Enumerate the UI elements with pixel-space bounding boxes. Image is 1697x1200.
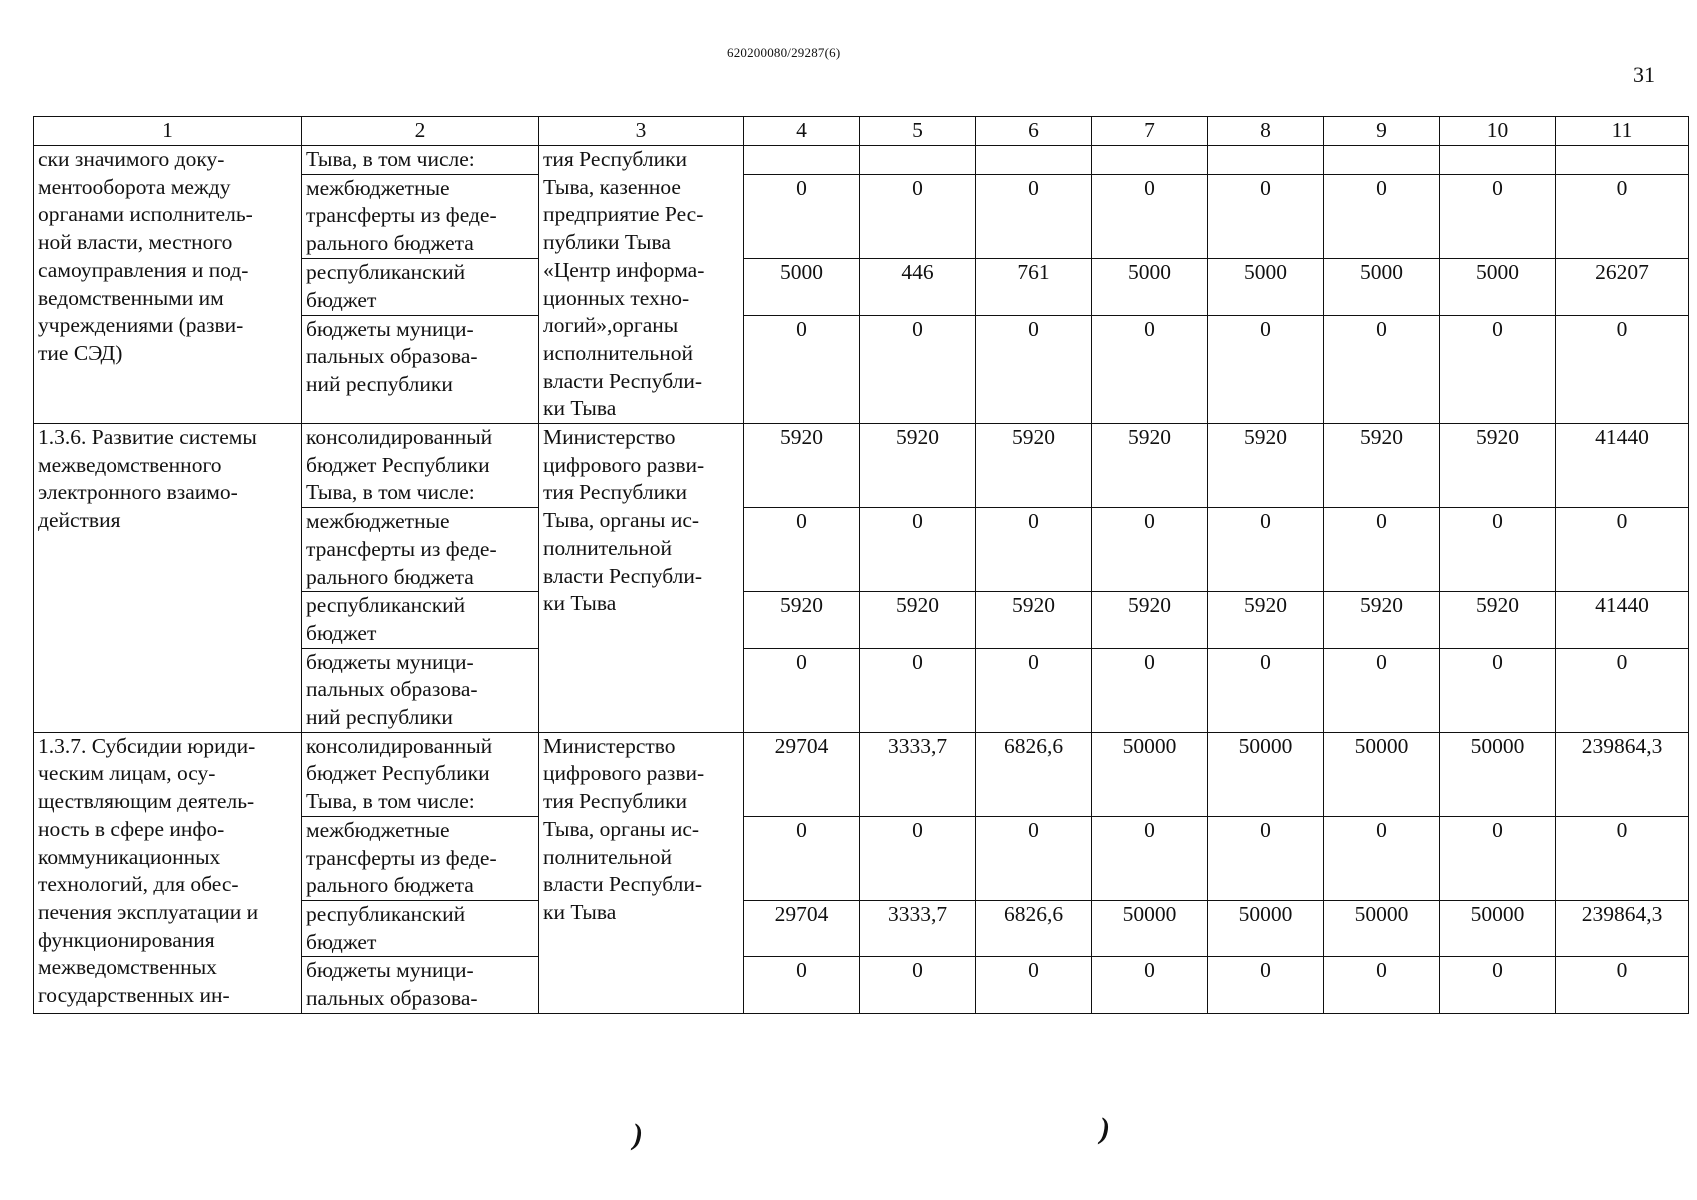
value-cell-col-4: 0 (744, 648, 860, 732)
text-line: цифрового разви- (543, 452, 705, 477)
value-cell-col-11: 0 (1556, 816, 1689, 900)
value-cell-col-4: 5000 (744, 259, 860, 316)
value-cell-col-8: 5920 (1208, 424, 1324, 508)
text-line: ментооборота между (38, 174, 231, 199)
value-cell-col-8: 0 (1208, 508, 1324, 592)
text-line: Министерство (543, 425, 676, 450)
value-cell-col-5: 0 (860, 508, 976, 592)
text-line: ционных техно- (543, 285, 690, 310)
value-cell-col-7: 0 (1092, 957, 1208, 1013)
funding-source-cell (302, 816, 539, 900)
funding-source-cell (302, 174, 539, 258)
text-line: межведомственных (38, 955, 217, 980)
value-cell-col-8: 5920 (1208, 592, 1324, 648)
text-line: электронного взаимо- (38, 480, 238, 505)
value-cell-col-10 (1440, 146, 1556, 175)
value-cell-col-6: 0 (976, 174, 1092, 258)
value-cell-col-11 (1556, 146, 1689, 175)
table-row (34, 146, 1689, 175)
text-line: функционирования (38, 927, 215, 952)
text-line: Тыва, казенное (543, 174, 681, 199)
value-cell-col-5 (860, 146, 976, 175)
column-header-11: 11 (1556, 117, 1689, 146)
value-cell-col-4: 0 (744, 816, 860, 900)
value-cell-col-6: 761 (976, 259, 1092, 316)
column-header-9: 9 (1324, 117, 1440, 146)
funding-source-cell (302, 424, 539, 508)
value-cell-col-10: 0 (1440, 648, 1556, 732)
value-cell-col-6: 0 (976, 315, 1092, 423)
value-cell-col-9: 5000 (1324, 259, 1440, 316)
table-row (34, 732, 1689, 816)
funding-source-cell (302, 315, 539, 423)
value-cell-col-7: 0 (1092, 816, 1208, 900)
value-cell-col-9: 0 (1324, 957, 1440, 1013)
funding-source-cell (302, 259, 539, 316)
text-line: трансферты из феде- (306, 203, 497, 228)
value-cell-col-8: 50000 (1208, 900, 1324, 956)
text-line: рального бюджета (306, 873, 474, 898)
value-cell-col-5: 0 (860, 315, 976, 423)
text-line: ческим лицам, осу- (38, 761, 216, 786)
value-cell-col-4: 0 (744, 174, 860, 258)
value-cell-col-7: 0 (1092, 315, 1208, 423)
value-cell-col-9: 50000 (1324, 732, 1440, 816)
value-cell-col-10: 5920 (1440, 424, 1556, 508)
value-cell-col-5: 446 (860, 259, 976, 316)
text-line: республиканский (306, 901, 466, 926)
value-cell-col-8: 5000 (1208, 259, 1324, 316)
text-line: бюджет (306, 929, 377, 954)
text-line: бюджет Республики (306, 452, 490, 477)
text-line: органами исполнитель- (38, 202, 253, 227)
value-cell-col-6: 0 (976, 648, 1092, 732)
value-cell-col-11: 0 (1556, 315, 1689, 423)
funding-source-cell (302, 146, 539, 175)
value-cell-col-9: 0 (1324, 816, 1440, 900)
text-line: пальных образова- (306, 677, 478, 702)
text-line: бюджет (306, 287, 377, 312)
value-cell-col-8: 50000 (1208, 732, 1324, 816)
value-cell-col-4 (744, 146, 860, 175)
value-cell-col-11: 239864,3 (1556, 732, 1689, 816)
text-line: рального бюджета (306, 564, 474, 589)
text-line: Тыва, в том числе: (306, 147, 475, 171)
funding-source-cell (302, 648, 539, 732)
budget-table (33, 116, 1689, 1014)
activity-name-cell (34, 146, 302, 424)
value-cell-col-5: 0 (860, 957, 976, 1013)
value-cell-col-7: 5920 (1092, 424, 1208, 508)
value-cell-col-11: 0 (1556, 648, 1689, 732)
column-header-8: 8 (1208, 117, 1324, 146)
value-cell-col-6: 5920 (976, 592, 1092, 648)
text-line: власти Республи- (543, 368, 703, 393)
column-header-10: 10 (1440, 117, 1556, 146)
value-cell-col-5: 5920 (860, 424, 976, 508)
budget-table-body (34, 117, 1689, 1014)
value-cell-col-6: 0 (976, 508, 1092, 592)
text-line: власти Республи- (543, 872, 703, 897)
value-cell-col-4: 29704 (744, 900, 860, 956)
scan-mark-right: ) (1100, 1112, 1110, 1145)
text-line: печения эксплуатации и (38, 899, 259, 924)
value-cell-col-7: 5000 (1092, 259, 1208, 316)
text-line: трансферты из феде- (306, 536, 497, 561)
text-line: трансферты из феде- (306, 845, 497, 870)
value-cell-col-6: 0 (976, 816, 1092, 900)
value-cell-col-11: 0 (1556, 957, 1689, 1013)
value-cell-col-4: 0 (744, 508, 860, 592)
text-line: ний республики (306, 372, 453, 397)
text-line: тия Республики (543, 789, 688, 814)
value-cell-col-7: 0 (1092, 174, 1208, 258)
value-cell-col-10: 0 (1440, 957, 1556, 1013)
value-cell-col-10: 0 (1440, 816, 1556, 900)
value-cell-col-4: 29704 (744, 732, 860, 816)
value-cell-col-8: 0 (1208, 648, 1324, 732)
text-line: 1.3.6. Развитие системы (38, 425, 257, 450)
value-cell-col-7: 5920 (1092, 592, 1208, 648)
funding-source-cell (302, 732, 539, 816)
column-header-4: 4 (744, 117, 860, 146)
value-cell-col-5: 3333,7 (860, 900, 976, 956)
value-cell-col-8 (1208, 146, 1324, 175)
column-header-6: 6 (976, 117, 1092, 146)
value-cell-col-9: 5920 (1324, 592, 1440, 648)
value-cell-col-4: 5920 (744, 424, 860, 508)
executor-cell (539, 146, 744, 424)
value-cell-col-6: 0 (976, 957, 1092, 1013)
value-cell-col-8: 0 (1208, 816, 1324, 900)
text-line: 1.3.7. Субсидии юриди- (38, 733, 256, 758)
text-line: государственных ин- (38, 983, 230, 1008)
value-cell-col-4: 5920 (744, 592, 860, 648)
value-cell-col-5: 0 (860, 174, 976, 258)
text-line: публики Тыва (543, 230, 671, 255)
text-line: «Центр информа- (543, 257, 705, 282)
text-line: технологий, для обес- (38, 872, 239, 897)
column-header-5: 5 (860, 117, 976, 146)
text-line: ность в сфере инфо- (38, 816, 225, 841)
text-line: ки Тыва (543, 591, 617, 616)
value-cell-col-4: 0 (744, 957, 860, 1013)
text-line: ний республики (306, 705, 453, 730)
value-cell-col-5: 0 (860, 648, 976, 732)
text-line: Тыва, органы ис- (543, 816, 700, 841)
text-line: бюджет Республики (306, 761, 490, 786)
value-cell-col-6: 6826,6 (976, 900, 1092, 956)
text-line: ки Тыва (543, 396, 617, 421)
text-line: пальных образова- (306, 344, 478, 369)
text-line: консолидированный (306, 425, 493, 450)
value-cell-col-5: 0 (860, 816, 976, 900)
text-line: власти Республи- (543, 563, 703, 588)
value-cell-col-10: 50000 (1440, 732, 1556, 816)
value-cell-col-10: 0 (1440, 174, 1556, 258)
text-line: республиканский (306, 593, 466, 618)
text-line: ки Тыва (543, 899, 617, 924)
value-cell-col-7: 50000 (1092, 900, 1208, 956)
value-cell-col-6: 6826,6 (976, 732, 1092, 816)
value-cell-col-10: 0 (1440, 315, 1556, 423)
value-cell-col-10: 5000 (1440, 259, 1556, 316)
text-line: исполнительной (543, 340, 693, 365)
funding-source-cell (302, 900, 539, 956)
funding-source-cell (302, 957, 539, 1013)
executor-cell (539, 732, 744, 1013)
text-line: республиканский (306, 260, 466, 285)
value-cell-col-5: 5920 (860, 592, 976, 648)
text-line: тия Республики (543, 480, 688, 505)
text-line: ски значимого доку- (38, 147, 225, 171)
value-cell-col-10: 5920 (1440, 592, 1556, 648)
value-cell-col-6 (976, 146, 1092, 175)
text-line: межведомственного (38, 452, 222, 477)
text-line: бюджет (306, 620, 377, 645)
value-cell-col-9: 0 (1324, 648, 1440, 732)
value-cell-col-7: 50000 (1092, 732, 1208, 816)
text-line: Министерство (543, 733, 676, 758)
value-cell-col-8: 0 (1208, 957, 1324, 1013)
value-cell-col-9 (1324, 146, 1440, 175)
scan-mark-left: ) (633, 1118, 643, 1151)
text-line: коммуникационных (38, 844, 221, 869)
text-line: полнительной (543, 844, 672, 869)
page-number: 31 (1633, 62, 1655, 87)
value-cell-col-9: 50000 (1324, 900, 1440, 956)
value-cell-col-7 (1092, 146, 1208, 175)
text-line: ществляющим деятель- (38, 789, 255, 814)
column-header-row (34, 117, 1689, 146)
value-cell-col-11: 239864,3 (1556, 900, 1689, 956)
value-cell-col-5: 3333,7 (860, 732, 976, 816)
document-id: 620200080/29287(6) (727, 45, 841, 60)
text-line: межбюджетные (306, 817, 450, 842)
text-line: предприятие Рес- (543, 202, 704, 227)
value-cell-col-10: 0 (1440, 508, 1556, 592)
text-line: ведомственными им (38, 285, 224, 310)
text-line: Тыва, в том числе: (306, 480, 475, 505)
text-line: цифрового разви- (543, 761, 705, 786)
value-cell-col-11: 41440 (1556, 592, 1689, 648)
value-cell-col-11: 41440 (1556, 424, 1689, 508)
text-line: тие СЭД) (38, 340, 123, 365)
funding-source-cell (302, 592, 539, 648)
text-line: ной власти, местного (38, 230, 233, 255)
text-line: рального бюджета (306, 231, 474, 256)
value-cell-col-11: 0 (1556, 508, 1689, 592)
column-header-7: 7 (1092, 117, 1208, 146)
value-cell-col-7: 0 (1092, 508, 1208, 592)
text-line: межбюджетные (306, 175, 450, 200)
value-cell-col-4: 0 (744, 315, 860, 423)
text-line: действия (38, 508, 121, 533)
text-line: полнительной (543, 535, 672, 560)
funding-source-cell (302, 508, 539, 592)
value-cell-col-11: 26207 (1556, 259, 1689, 316)
value-cell-col-9: 5920 (1324, 424, 1440, 508)
text-line: Тыва, в том числе: (306, 789, 475, 814)
activity-name-cell (34, 732, 302, 1013)
text-line: межбюджетные (306, 509, 450, 534)
text-line: самоуправления и под- (38, 257, 249, 282)
executor-cell (539, 424, 744, 733)
value-cell-col-6: 5920 (976, 424, 1092, 508)
column-header-3: 3 (539, 117, 744, 146)
value-cell-col-8: 0 (1208, 174, 1324, 258)
text-line: логий»,органы (543, 313, 679, 338)
text-line: учреждениями (разви- (38, 313, 244, 338)
value-cell-col-9: 0 (1324, 174, 1440, 258)
text-line: Тыва, органы ис- (543, 508, 700, 533)
value-cell-col-9: 0 (1324, 508, 1440, 592)
text-line: консолидированный (306, 733, 493, 758)
column-header-1: 1 (34, 117, 302, 146)
value-cell-col-8: 0 (1208, 315, 1324, 423)
value-cell-col-9: 0 (1324, 315, 1440, 423)
text-line: пальных образова- (306, 986, 478, 1011)
table-row (34, 424, 1689, 508)
text-line: бюджеты муници- (306, 958, 474, 983)
text-line: бюджеты муници- (306, 649, 474, 674)
value-cell-col-11: 0 (1556, 174, 1689, 258)
value-cell-col-10: 50000 (1440, 900, 1556, 956)
activity-name-cell (34, 424, 302, 733)
value-cell-col-7: 0 (1092, 648, 1208, 732)
text-line: бюджеты муници- (306, 316, 474, 341)
column-header-2: 2 (302, 117, 539, 146)
text-line: тия Республики (543, 147, 688, 171)
